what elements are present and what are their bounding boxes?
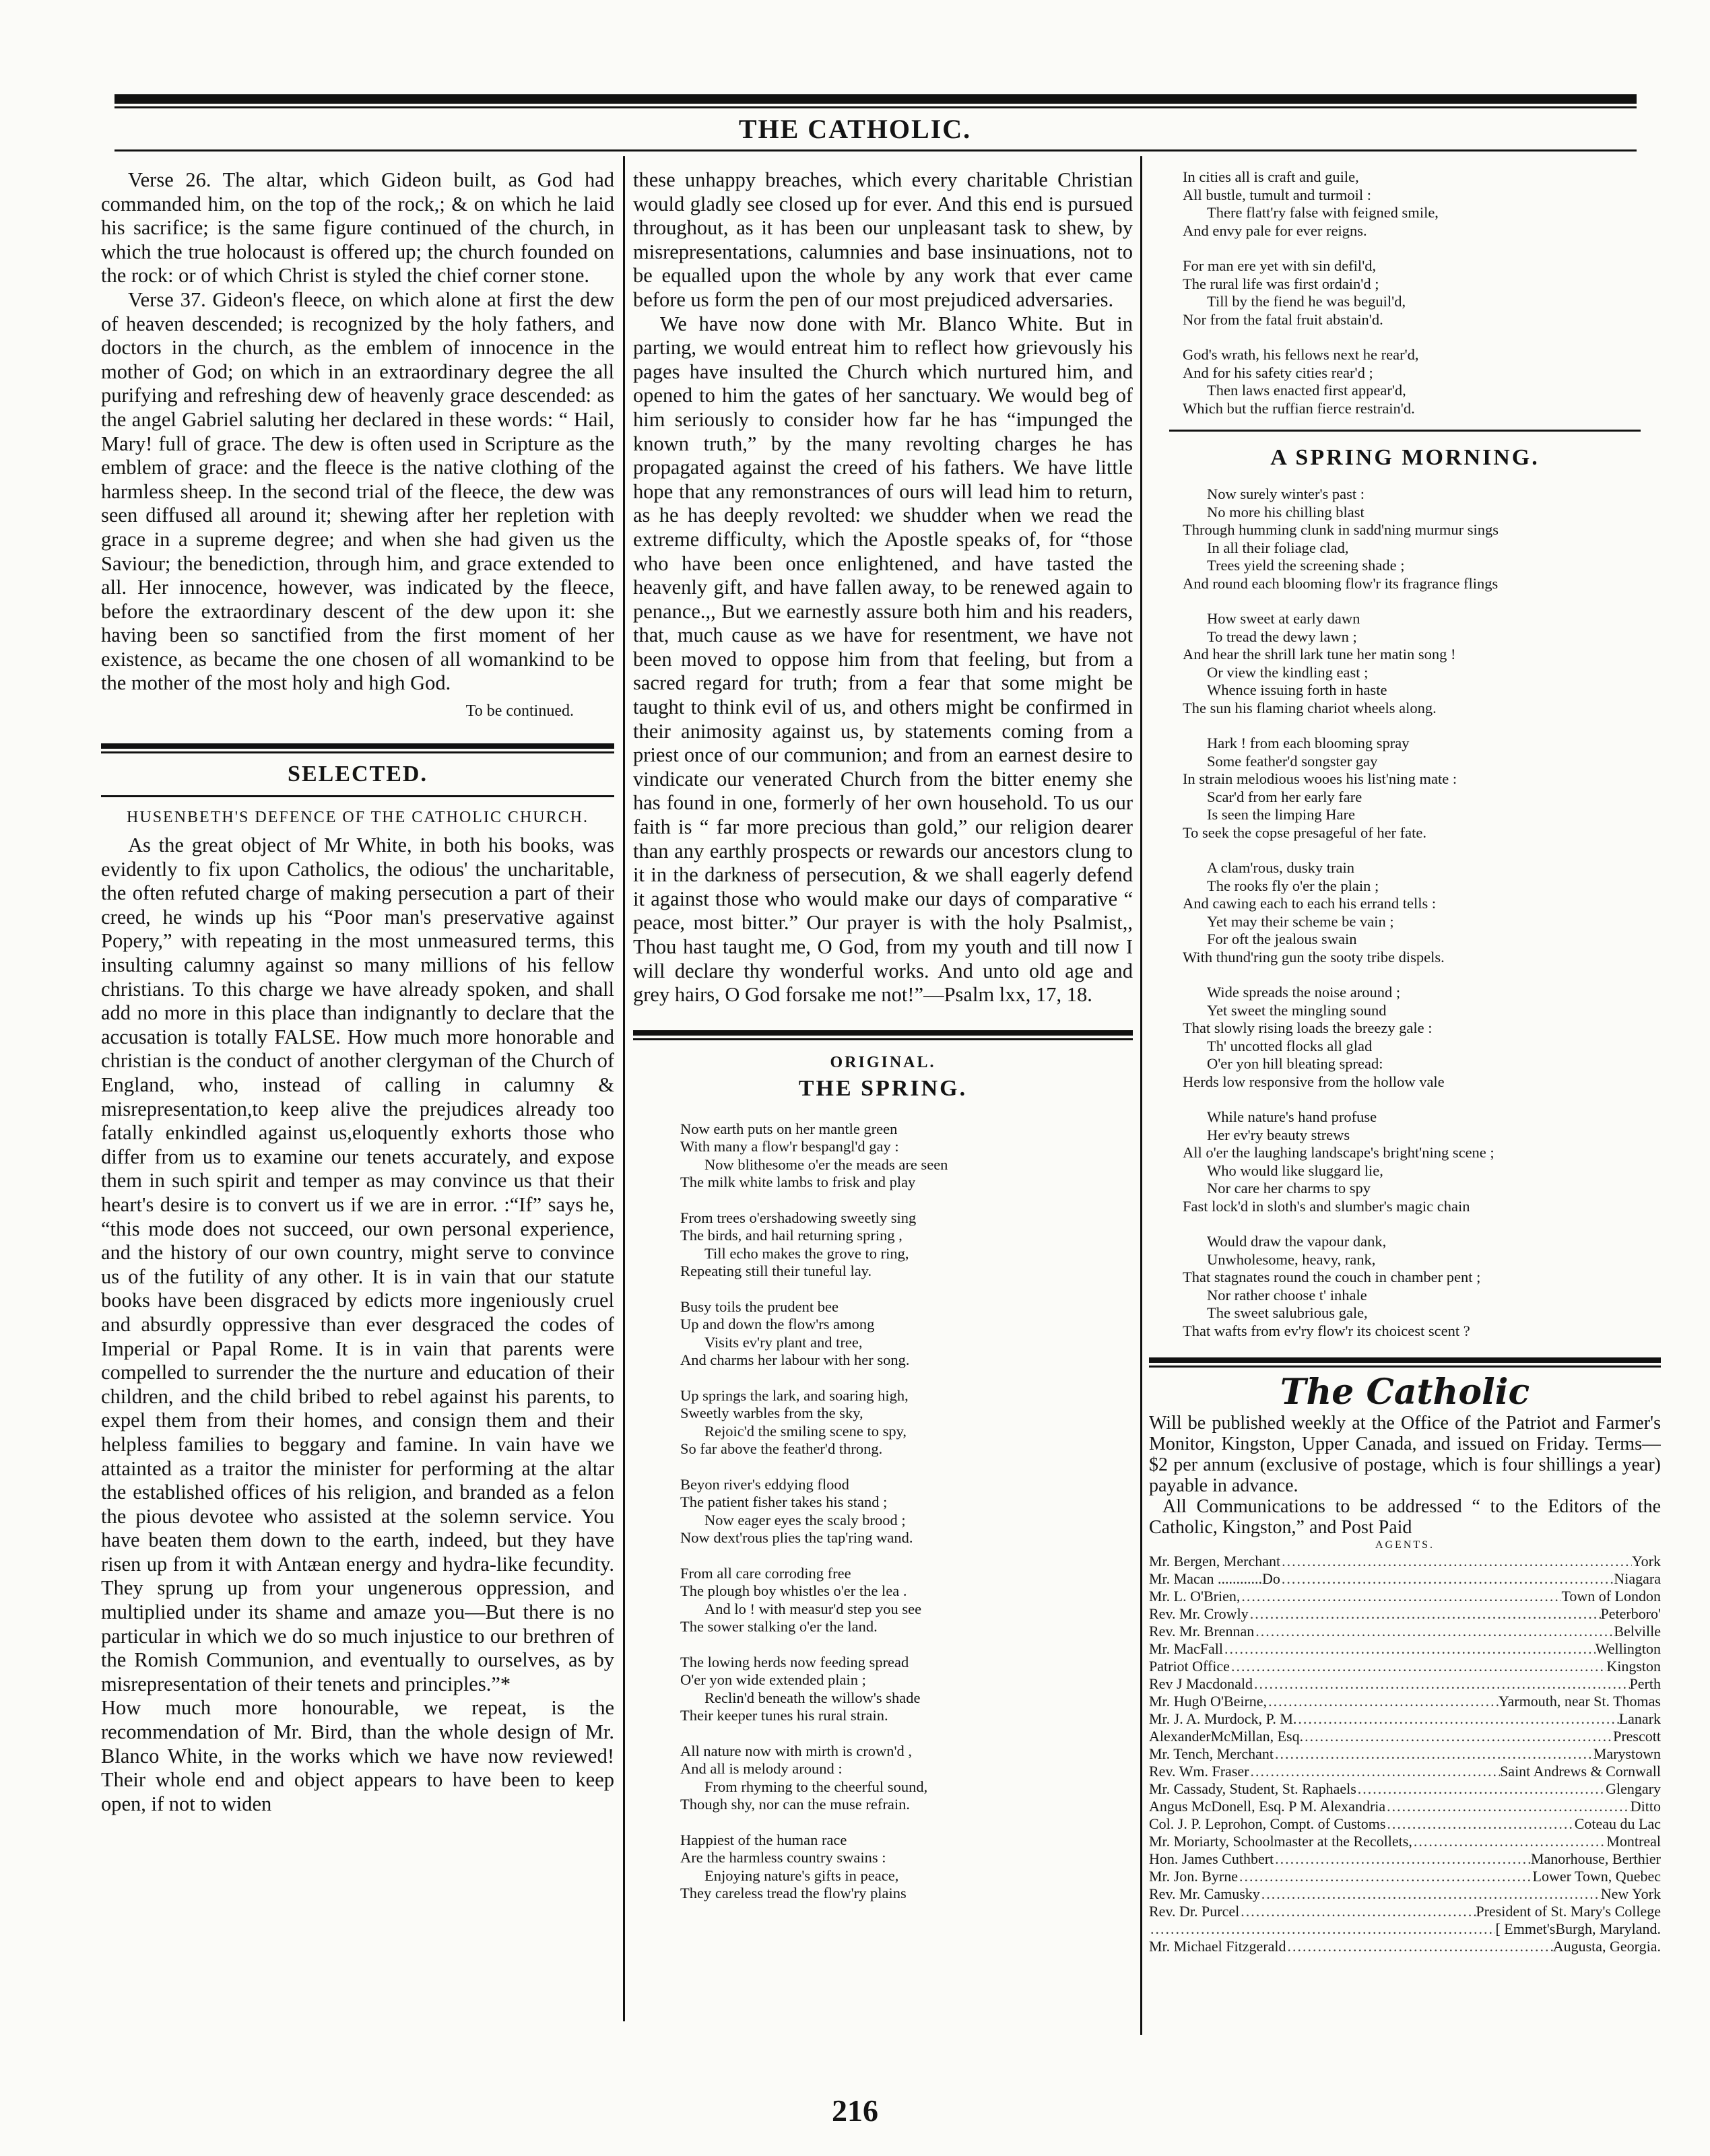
- poem-line: Or view the kindling east ;: [1207, 663, 1369, 681]
- poem-line: Beyon river's eddying flood: [680, 1475, 849, 1493]
- agent-place: Manorhouse, Berthier: [1530, 1850, 1661, 1867]
- poem-line: So far above the feather'd throng.: [680, 1440, 883, 1458]
- poem-line: Rejoic'd the smiling scene to spy,: [704, 1422, 907, 1440]
- agent-leader-dots: [1230, 1658, 1606, 1675]
- agent-place: Augusta, Georgia.: [1552, 1938, 1661, 1955]
- poem-line: While nature's hand profuse: [1207, 1108, 1377, 1125]
- poem-stanza: [1183, 859, 1661, 966]
- agent-leader-dots: [1286, 1938, 1552, 1955]
- poem-line: For oft the jealous swain: [1207, 931, 1357, 947]
- agent-place: Glengary: [1606, 1780, 1661, 1797]
- agent-name: Mr. MacFall: [1149, 1640, 1223, 1657]
- poem-line: Nor rather choose t' inhale: [1207, 1286, 1367, 1304]
- agent-name: Mr. Moriarty, Schoolmaster at the Recollets,: [1149, 1833, 1412, 1850]
- agent-row: [1149, 1605, 1661, 1623]
- article-paragraph-2: How much more honourable, we repeat, is the recommendation of Mr. Bird, than the whole design of Mr. Blanco White, in the works which we have now reviewed! Their whole end and object appears to have been to keep open, if not to widen: [101, 1696, 614, 1815]
- agent-place: President of St. Mary's College: [1476, 1903, 1661, 1920]
- agent-name: Col. J. P. Leprohon, Compt. of Customs: [1149, 1815, 1386, 1832]
- poem-line: Though shy, nor can the muse refrain.: [680, 1796, 910, 1813]
- agent-place: Peterboro': [1600, 1605, 1661, 1622]
- agent-place: Montreal: [1606, 1833, 1661, 1850]
- agent-row: [1149, 1693, 1661, 1710]
- agent-row: [1149, 1920, 1661, 1938]
- poem-line: A clam'rous, dusky train: [1207, 859, 1355, 876]
- poem-stanza: [1183, 1233, 1661, 1340]
- agent-row: [1149, 1745, 1661, 1763]
- agent-leader-dots: [1149, 1920, 1495, 1938]
- agent-row: [1149, 1798, 1661, 1815]
- agent-name: Mr. Hugh O'Beirne,: [1149, 1693, 1268, 1710]
- column-3: [1149, 168, 1661, 2101]
- poem-line: Now earth puts on her mantle green: [680, 1120, 898, 1137]
- poem-stanza: [1183, 257, 1661, 329]
- poem-line: Now blithesome o'er the meads are seen: [704, 1155, 948, 1173]
- poem-line: Up springs the lark, and soaring high,: [680, 1386, 909, 1404]
- poem-line: Visits ev'ry plant and tree,: [704, 1333, 863, 1351]
- agent-name: Mr. Tench, Merchant: [1149, 1745, 1274, 1762]
- poem-line: Enjoying nature's gifts in peace,: [704, 1866, 899, 1884]
- notice-terms: Will be published weekly at the Office of the Patriot and Farmer's Monitor, Kingston, Upper Canada, and issued on Friday. Terms—$2 per annum (exclusive of postage, which is four shillings a year) payable in advance.: [1149, 1413, 1661, 1496]
- poem-line: That wafts from ev'ry flow'r its choicest scent ?: [1183, 1322, 1470, 1339]
- agent-leader-dots: [1280, 1553, 1632, 1570]
- agent-leader-dots: [1274, 1850, 1531, 1868]
- poem-stanza: [1183, 346, 1661, 417]
- agent-name: Hon. James Cuthbert: [1149, 1850, 1274, 1867]
- agent-leader-dots: [1249, 1605, 1601, 1623]
- page-number: 216: [832, 2093, 878, 2128]
- poem-stanza: [1183, 984, 1661, 1091]
- poem-line: And charms her labour with her song.: [680, 1351, 910, 1369]
- poem-line: And for his safety cities rear'd ;: [1183, 364, 1373, 381]
- poem-line: Now surely winter's past :: [1207, 485, 1365, 502]
- poem-line: Trees yield the screening shade ;: [1207, 557, 1405, 574]
- poem-line: Wide spreads the noise around ;: [1207, 984, 1401, 1001]
- agent-name: Rev. Mr. Crowly: [1149, 1605, 1249, 1622]
- poem-stanza: [680, 1565, 1133, 1636]
- poem-line: And envy pale for ever reigns.: [1183, 222, 1367, 239]
- poem-line: Now dext'rous plies the tap'ring wand.: [680, 1529, 913, 1547]
- poem-stanza: [1183, 485, 1661, 593]
- top-rule-thick: [114, 94, 1637, 104]
- poem-line: Sweetly warbles from the sky,: [680, 1405, 863, 1422]
- poem-line: Is seen the limping Hare: [1207, 806, 1355, 823]
- a-spring-morning-poem: [1149, 485, 1661, 1340]
- poem-line: Till echo makes the grove to ring,: [704, 1244, 909, 1262]
- article-paragraph-1: As the great object of Mr White, in both his books, was evidently to fix upon Catholics, the odious' the uncharitable, the often refuted charge of making persecution a part of their creed, he winds up his “Poor man's preservative against Popery,” with repeating in the most unmeasured terms, this insulting calumny against so many millions of his fellow christians. To this charge we have already spoken, and shall add no more in this place than indignantly to declare that the accusation is totally FALSE. How much more honorable and christian is the conduct of another clergyman of the Church of England, who, instead of calling in calumny & misrepresentation,to keep alive the prejudices already too fatally enkindled against us,eloquently exhorts those who differ from us to examine our tenets accurately, and expose them in such spirit and temper as may convince us that their heart's desire is to convert us if we are in error. :“If” says he, “this mode does not succeed, our own personal experience, and the history of our own country, might serve to convince us of the futility of any other. It is in vain that our statute books have been disgraced by edicts more ingeniously cruel and absurdly oppressive than ever desgraced the codes of Imperial or Papal Rome. It is in vain that parents were compelled to surrender the the nurture and education of their children, and the child bribed to rebel against his parents, to expel them from their homes, and consign them and their helpless families to beggary and famine. In vain have we attainted as a traitor the minister for performing at the altar the established offices of his religion, and branded as a felon the pious devotee who assisted at the solemn service. You have beaten them down to the earth, indeed, but they have risen up from it with Antæan energy and hydra-like fecundity. They sprung up from your ungenerous oppression, and multiplied under its shame and amaze you—But there is no particular in which we do so much injustice to our brethren of the Romish Communion, and eventually to ourselves, as by misrepresentation of their tenets and principles.”*: [101, 834, 614, 1695]
- poem-line: Then laws enacted first appear'd,: [1207, 382, 1406, 399]
- agent-row: [1149, 1588, 1661, 1605]
- agent-leader-dots: [1280, 1570, 1614, 1588]
- agent-leader-dots: [1356, 1780, 1606, 1798]
- agent-place: Marystown: [1593, 1745, 1661, 1762]
- agent-leader-dots: [1253, 1675, 1630, 1693]
- agent-leader-dots: [1260, 1885, 1601, 1903]
- selected-rule-bottom: [101, 795, 614, 797]
- poem-line: The sweet salubrious gale,: [1207, 1304, 1368, 1321]
- poem-line: Th' uncotted flocks all glad: [1207, 1037, 1373, 1054]
- agent-leader-dots: [1223, 1640, 1596, 1658]
- poem-line: O'er yon hill bleating spread:: [1207, 1055, 1383, 1072]
- poem-stanza: [680, 1654, 1133, 1725]
- agent-row: [1149, 1903, 1661, 1920]
- agent-place: Prescott: [1613, 1728, 1661, 1745]
- agent-row: [1149, 1658, 1661, 1675]
- poem-line: Yet sweet the mingling sound: [1207, 1001, 1387, 1019]
- masthead-rule-thick: [1149, 1357, 1661, 1363]
- agent-row: [1149, 1553, 1661, 1570]
- poem-line: The sower stalking o'er the land.: [680, 1618, 878, 1636]
- agent-place: Belville: [1614, 1623, 1661, 1640]
- poem-line: Whence issuing forth in haste: [1207, 681, 1387, 698]
- agent-place: Yarmouth, near St. Thomas: [1498, 1693, 1661, 1710]
- selected-rule-top: [101, 743, 614, 749]
- agent-place: New York: [1600, 1885, 1661, 1902]
- agent-row: [1149, 1815, 1661, 1833]
- column-divider-1: [623, 156, 625, 2021]
- poem-stanza: [680, 1476, 1133, 1547]
- agent-leader-dots: [1274, 1745, 1593, 1763]
- poem-line: Nor from the fatal fruit abstain'd.: [1183, 310, 1383, 328]
- header-underline: [114, 149, 1637, 151]
- poem-line: O'er yon wide extended plain ;: [680, 1671, 866, 1689]
- poem-line: Repeating still their tuneful lay.: [680, 1262, 872, 1280]
- poem-line: In cities all is craft and guile,: [1183, 168, 1359, 185]
- poem-line: All nature now with mirth is crown'd ,: [680, 1742, 913, 1759]
- agent-leader-dots: [1267, 1693, 1499, 1710]
- poem-line: Nor care her charms to spy: [1207, 1180, 1371, 1197]
- poem-line: Her ev'ry beauty strews: [1207, 1126, 1350, 1143]
- verse-26-paragraph: Verse 26. The altar, which Gideon built, as God had commanded him, on the top of the rock,; & on which he laid his sacrifice; is the same figure continued of the church, in which the true holocaust is offered up; the church founded on the rock: or of which Christ is styled the chief corner stone.: [101, 168, 614, 288]
- poem-line: Who would like sluggard lie,: [1207, 1161, 1383, 1179]
- agent-place: Lanark: [1618, 1710, 1661, 1727]
- poem-line: The milk white lambs to frisk and play: [680, 1174, 916, 1191]
- poem-stanza: [680, 1209, 1133, 1281]
- agent-row: [1149, 1640, 1661, 1658]
- agent-leader-dots: [1254, 1623, 1614, 1640]
- poem-line: The plough boy whistles o'er the lea .: [680, 1582, 907, 1600]
- poem-line: Busy toils the prudent bee: [680, 1298, 838, 1315]
- agents-label: AGENTS.: [1375, 1539, 1435, 1551]
- poem-stanza: [680, 1387, 1133, 1458]
- agent-leader-dots: [1385, 1798, 1631, 1815]
- original-label: ORIGINAL.: [830, 1053, 936, 1071]
- agent-place: [ Emmet'sBurgh, Maryland.: [1495, 1920, 1661, 1937]
- poem-line: From trees o'ershadowing sweetly sing: [680, 1209, 917, 1226]
- selected-heading: SELECTED.: [288, 762, 428, 787]
- poem-stanza: [680, 1298, 1133, 1370]
- agent-row: [1149, 1850, 1661, 1868]
- agent-place: Perth: [1629, 1675, 1661, 1692]
- agent-place: Ditto: [1630, 1798, 1661, 1815]
- poem-line: And cawing each to each his errand tells :: [1183, 895, 1437, 912]
- agent-name: AlexanderMcMillan, Esq.: [1149, 1728, 1304, 1745]
- agent-place: Lower Town, Quebec: [1532, 1868, 1661, 1885]
- publication-notice: [1149, 1413, 1661, 1538]
- notice-communications: All Communications to be addressed “ to the Editors of the Catholic, Kingston,” and Post Paid: [1149, 1496, 1661, 1538]
- agent-leader-dots: [1303, 1728, 1613, 1745]
- poem-line: From all care corroding free: [680, 1564, 851, 1582]
- city-poem-continuation: [1149, 168, 1661, 417]
- agent-name: Rev. Mr. Brennan: [1149, 1623, 1255, 1640]
- agent-row: [1149, 1728, 1661, 1745]
- poem-line: Their keeper tunes his rural strain.: [680, 1707, 888, 1724]
- poem-line: How sweet at early dawn: [1207, 610, 1360, 627]
- agent-row: [1149, 1885, 1661, 1903]
- poem-line: Which but the ruffian fierce restrain'd.: [1183, 399, 1415, 417]
- the-spring-poem: [633, 1120, 1133, 1903]
- poem-line: And round each blooming flow'r its fragrance flings: [1183, 574, 1499, 592]
- agent-row: [1149, 1780, 1661, 1798]
- poem-stanza: [1183, 168, 1661, 240]
- masthead-rule-thin: [1149, 1366, 1661, 1368]
- agent-place: Niagara: [1614, 1570, 1661, 1587]
- poem-line: The sun his flaming chariot wheels along.: [1183, 699, 1437, 716]
- agent-place: Town of London: [1561, 1588, 1661, 1605]
- agent-name: Angus McDonell, Esq. P M. Alexandria: [1149, 1798, 1386, 1815]
- masthead-the-catholic: The Catholic: [1280, 1372, 1530, 1413]
- agent-name: Patriot Office: [1149, 1658, 1230, 1675]
- poem-stanza: [1183, 1108, 1661, 1215]
- poem-line: Some feather'd songster gay: [1207, 752, 1378, 770]
- poem-line: Fast lock'd in sloth's and slumber's magic chain: [1183, 1197, 1470, 1215]
- top-rule-thin: [114, 106, 1637, 108]
- column-2: [633, 168, 1133, 2101]
- poem-line: And lo ! with measur'd step you see: [704, 1600, 922, 1617]
- agent-name: Mr. Michael Fitzgerald: [1149, 1938, 1286, 1955]
- poem-line: Would draw the vapour dank,: [1207, 1233, 1387, 1250]
- agent-name: Mr. Jon. Byrne: [1149, 1868, 1238, 1885]
- agent-leader-dots: [1238, 1868, 1533, 1885]
- column-divider-2: [1140, 156, 1142, 2035]
- poem-line: Till by the fiend he was beguil'd,: [1207, 293, 1406, 310]
- agent-place: Saint Andrews & Cornwall: [1500, 1763, 1661, 1780]
- agent-row: [1149, 1570, 1661, 1588]
- agent-leader-dots: [1385, 1815, 1574, 1833]
- poem-line: To seek the copse presageful of her fate.: [1183, 823, 1427, 841]
- agent-leader-dots: [1240, 1588, 1561, 1605]
- col2-paragraph-1: these unhappy breaches, which every charitable Christian would gladly see closed up for ever. And this end is pursued throughout, as it has been our unpleasant task to shew, by misrepresentations, calumnies and base insinuations, not to be equalled upon the whole by any work that ever came before us form the pen of our most prejudiced adversaries.: [633, 168, 1133, 311]
- poem-line: There flatt'ry false with feigned smile,: [1207, 204, 1439, 221]
- poem-line: In strain melodious wooes his list'ning mate :: [1183, 770, 1457, 787]
- poem-line: The lowing herds now feeding spread: [680, 1653, 909, 1671]
- original-rule-thin: [633, 1038, 1133, 1040]
- poem-line: The patient fisher takes his stand ;: [680, 1493, 888, 1511]
- agent-name: Mr. Bergen, Merchant: [1149, 1553, 1281, 1570]
- poem-line: Scar'd from her early fare: [1207, 788, 1362, 805]
- poem-stanza: [680, 1120, 1133, 1192]
- agent-row: [1149, 1938, 1661, 1955]
- poem-line: The rooks fly o'er the plain ;: [1207, 877, 1379, 894]
- agent-row: [1149, 1710, 1661, 1728]
- spring-morning-rule: [1169, 430, 1641, 432]
- verse-37-paragraph: Verse 37. Gideon's fleece, on which alone at first the dew of heaven descended; is recognized by the holy fathers, and doctors in the church, as the emblem of innocence in the mother of God; on which in an extraordinary degree the all purifying and refreshing dew of heavenly grace descended: as the angel Gabriel saluting her declared in these words: “ Hail, Mary! full of grace. The dew is often used in Scripture as the emblem of grace: and the fleece is the native clothing of the harmless sheep. In the second trial of the fleece, the dew was seen diffused all around it; shewing after her repletion with grace in a supreme degree; and when she had given us the Saviour; the benediction, through him, and grace extended to all. Her innocence, however, was indicated by the fleece, before the extraordinary descent of the dew upon it: she having been so sanctified from the first moment of her existence, as became the one chosen of all womankind to be the mother of the most holy and high God.: [101, 288, 614, 695]
- poem-line: The birds, and hail returning spring ,: [680, 1227, 902, 1244]
- agent-name: Rev. Mr. Camusky: [1149, 1885, 1260, 1902]
- poem-line: Up and down the flow'rs among: [680, 1316, 875, 1333]
- agent-leader-dots: [1249, 1763, 1500, 1780]
- poem-line: And all is melody around :: [680, 1760, 843, 1778]
- agent-name: Rev. Wm. Fraser: [1149, 1763, 1249, 1780]
- poem-line: No more his chilling blast: [1207, 503, 1364, 520]
- poem-line: Yet may their scheme be vain ;: [1207, 912, 1394, 930]
- poem-line: All bustle, tumult and turmoil :: [1183, 186, 1371, 203]
- poem-line: Now eager eyes the scaly brood ;: [704, 1511, 906, 1528]
- agent-row: [1149, 1868, 1661, 1885]
- poem-line: Herds low responsive from the hollow vale: [1183, 1073, 1445, 1090]
- to-be-continued: To be continued.: [465, 702, 574, 720]
- agent-row: [1149, 1623, 1661, 1640]
- poem-line: Through humming clunk in sadd'ning murmur sings: [1183, 521, 1499, 538]
- agent-name: Rev J Macdonald: [1149, 1675, 1253, 1692]
- poem-line: For man ere yet with sin defil'd,: [1183, 257, 1377, 274]
- poem-line: That stagnates round the couch in chamber pent ;: [1183, 1269, 1481, 1285]
- poem-line: The rural life was first ordain'd ;: [1183, 275, 1379, 292]
- poem-line: From rhyming to the cheerful sound,: [704, 1778, 928, 1795]
- poem-line: They careless tread the flow'ry plains: [680, 1885, 907, 1902]
- poem-stanza: [680, 1743, 1133, 1814]
- poem-line: All o'er the laughing landscape's bright'ning scene ;: [1183, 1144, 1494, 1161]
- agent-place: Coteau du Lac: [1574, 1815, 1661, 1832]
- poem-line: In all their foliage clad,: [1207, 539, 1349, 556]
- a-spring-morning-title: A SPRING MORNING.: [1270, 445, 1540, 470]
- poem-line: Are the harmless country swains :: [680, 1849, 886, 1866]
- original-rule-thick: [633, 1030, 1133, 1036]
- poem-stanza: [1183, 610, 1661, 717]
- agent-row: [1149, 1763, 1661, 1780]
- poem-line: That slowly rising loads the breezy gale :: [1183, 1019, 1433, 1036]
- agent-name: Mr. L. O'Brien,: [1149, 1588, 1241, 1605]
- column-1: [101, 168, 614, 2101]
- poem-line: To tread the dewy lawn ;: [1207, 628, 1357, 645]
- col2-paragraph-2: We have now done with Mr. Blanco White. But in parting, we would entreat him to reflect how grievously his pages have insulted the Church which nurtured him, and opened to him the gates of her sanctuary. We would beg of him seriously to consider how far he has “impunged the known truth,” by the many revolting charges he has propagated against the creed of his fathers. We have little hope that any remonstrances of ours will lead him to return, as he has deeply revolted: we shudder when we read the extreme difficulty, which the Apostle speaks of, for “those who have been once enlightened, and have tasted the heavenly gift, and have fallen away, to be renewed again to penance.,, But we earnestly assure both him and his readers, that, much cause as we have for resentment, we have not been moved to oppose him from that feeling, but from a sacred regard for truth; from a fear that some might be taught to think evil of us, and others might be confirmed in their animosity against us, by statements coming from a priest once of our communion; and from an earnest desire to vindicate our venerated Church from the bitter enemy she has found in one, formerly of her own household. To us our faith is “ far more precious than gold,” our religion dearer than any earthly prospects or rewards our ancestors clung to it in the darkness of persecution, & we shall eagerly defend it against those who would make our days of comparative “ peace, most bitter.” Our prayer is with the holy Psalmist,, Thou hast taught me, O God, from my youth and till now I will declare thy wonderful works. And unto old age and grey hairs, O God forsake me not!”—Psalm lxx, 17, 18.: [633, 312, 1133, 1007]
- agent-row: [1149, 1675, 1661, 1693]
- agent-leader-dots: [1412, 1833, 1607, 1850]
- poem-line: With many a flow'r bespangl'd gay :: [680, 1138, 899, 1155]
- poem-line: Reclin'd beneath the willow's shade: [704, 1689, 921, 1706]
- agent-place: Wellington: [1595, 1640, 1661, 1657]
- the-spring-title: THE SPRING.: [798, 1075, 968, 1101]
- poem-line: Happiest of the human race: [680, 1831, 847, 1848]
- poem-line: With thund'ring gun the sooty tribe dispels.: [1183, 948, 1445, 966]
- poem-stanza: [1183, 735, 1661, 842]
- page-header-title: THE CATHOLIC.: [738, 114, 972, 144]
- agent-leader-dots: [1239, 1903, 1476, 1920]
- agents-list: [1149, 1553, 1661, 1955]
- poem-line: Unwholesome, heavy, rank,: [1207, 1250, 1376, 1268]
- agent-name: Mr. Cassady, Student, St. Raphaels: [1149, 1780, 1356, 1797]
- poem-line: And hear the shrill lark tune her matin song !: [1183, 646, 1456, 663]
- agent-leader-dots: [1296, 1710, 1618, 1728]
- poem-line: Hark ! from each blooming spray: [1207, 735, 1410, 751]
- article-title: HUSENBETH'S DEFENCE OF THE CATHOLIC CHURCH.: [127, 809, 589, 827]
- poem-stanza: [680, 1831, 1133, 1903]
- agent-place: York: [1631, 1553, 1661, 1570]
- agent-name: Mr. Macan ............Do: [1149, 1570, 1280, 1587]
- agent-name: Rev. Dr. Purcel: [1149, 1903, 1240, 1920]
- agent-row: [1149, 1833, 1661, 1850]
- agent-place: Kingston: [1606, 1658, 1661, 1675]
- agent-name: Mr. J. A. Murdock, P. M.: [1149, 1710, 1297, 1727]
- selected-rule-top-thin: [101, 751, 614, 753]
- poem-line: God's wrath, his fellows next he rear'd,: [1183, 346, 1419, 363]
